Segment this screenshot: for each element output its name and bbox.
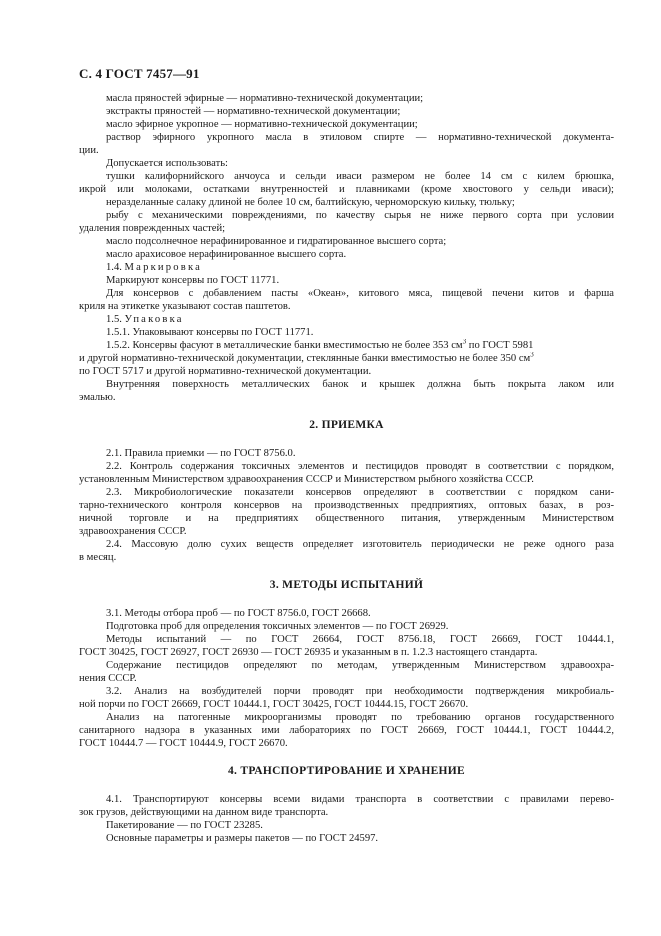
text-line: ГОСТ 30425, ГОСТ 26927, ГОСТ 26930 — ГОСТ 26935 и указанным в п. 1.2.3 настоящего стандарта. xyxy=(79,647,538,658)
text-line: ГОСТ 10444.7 — ГОСТ 10444.9, ГОСТ 26670. xyxy=(79,738,288,749)
subsection-title: Упаковка xyxy=(124,314,184,325)
text-line: 1.5.1. Упаковывают консервы по ГОСТ 11771. xyxy=(106,327,314,338)
subsection-heading xyxy=(79,261,614,274)
section-heading: 3. МЕТОДЫ ИСПЫТАНИЙ xyxy=(269,579,424,591)
text-line: икрой или молоками, остатками внутренностей и плавниками (кроме хвостового у сельди иваси); xyxy=(79,184,614,195)
text-line: установленным Министерством здравоохранения СССР и Министерством рыбного хозяйства СССР. xyxy=(79,474,534,485)
text-line: Анализ на патогенные микроорганизмы проводят по требованию органов государственного xyxy=(106,712,614,723)
superscript: 3 xyxy=(462,339,467,346)
text-line: Содержание пестицидов определяют по методам, утвержденным Министерством здравоохра- xyxy=(106,660,614,671)
text-line: по ГОСТ 5717 и другой нормативно-технической документации. xyxy=(79,366,372,377)
text-line: 2.1. Правила приемки — по ГОСТ 8756.0. xyxy=(106,448,296,459)
text-line: 3.1. Методы отбора проб — по ГОСТ 8756.0, ГОСТ 26668. xyxy=(106,608,371,619)
text-fragment: 1.5.2. Консервы фасуют в металлические банки вместимостью не более 353 см xyxy=(106,340,463,351)
subsection-number: 1.4. xyxy=(106,262,122,273)
text-line: Внутренняя поверхность металлических банок и крышек должна быть покрыта лаком или xyxy=(106,379,614,390)
text-line: эмалью. xyxy=(79,392,116,403)
text-line: Методы испытаний — по ГОСТ 26664, ГОСТ 8756.18, ГОСТ 26669, ГОСТ 10444.1, xyxy=(106,634,614,645)
text-line: масло арахисовое нерафинированное высшего сорта. xyxy=(106,249,347,260)
text-line: удаления поврежденных частей; xyxy=(79,223,226,234)
text-line: зок грузов, действующими на данном виде транспорта. xyxy=(79,807,329,818)
text-line: Пакетирование — по ГОСТ 23285. xyxy=(106,820,263,831)
subsection-heading xyxy=(79,313,614,326)
text-line: Допускается использовать: xyxy=(106,158,228,169)
text-line: Подготовка проб для определения токсичных элементов — по ГОСТ 26929. xyxy=(106,621,449,632)
text-line: Для консервов с добавлением пасты «Океан», китового мяса, пищевой печени китов и фарша xyxy=(106,288,614,299)
text-line: масло эфирное укропное — нормативно-технической документации; xyxy=(106,119,418,130)
text-line: 4.1. Транспортируют консервы всеми видами транспорта в соответствии с правилами перево- xyxy=(106,794,614,805)
text-line: экстракты пряностей — нормативно-технической документации; xyxy=(106,106,401,117)
text-line: ничной торговле и на предприятиях общественного питания, утвержденным Министерством xyxy=(79,513,614,524)
text-line: Основные параметры и размеры пакетов — по ГОСТ 24597. xyxy=(106,833,379,844)
text-line: 2.3. Микробиологические показатели консервов определяют в соответствии с порядком сани- xyxy=(106,487,614,498)
text-line: ной порчи по ГОСТ 26669, ГОСТ 10444.1, ГОСТ 30425, ГОСТ 10444.15, ГОСТ 26670. xyxy=(79,699,469,710)
text-line: ции. xyxy=(79,145,99,156)
text-line: санитарного надзора в указанных ими лабораториях по ГОСТ 26669, ГОСТ 10444.1, ГОСТ 10444.2, xyxy=(79,725,614,736)
text-fragment: и другой нормативно-технической документации, стеклянные банки вместимостью не более 350 см xyxy=(79,353,531,364)
text-line: криля на этикетке указывают состав паштетов. xyxy=(79,301,291,312)
text-line xyxy=(79,352,614,365)
section-heading: 4. ТРАНСПОРТИРОВАНИЕ И ХРАНЕНИЕ xyxy=(228,765,465,777)
text-fragment: по ГОСТ 5981 xyxy=(466,340,534,351)
text-line: Маркируют консервы по ГОСТ 11771. xyxy=(106,275,280,286)
text-line: тарно-технического контроля консервов на производственных предприятиях, оптовых базах, в роз- xyxy=(79,500,614,511)
section-heading: 2. ПРИЕМКА xyxy=(309,419,384,431)
page-header: С. 4 ГОСТ 7457—91 xyxy=(79,66,200,81)
text-line: в месяц. xyxy=(79,552,117,563)
text-line: рыбу с механическими повреждениями, по качеству сырья не ниже первого сорта при условии xyxy=(106,210,614,221)
text-line: здравоохранения СССР. xyxy=(79,526,187,537)
document-body xyxy=(79,92,614,845)
subsection-title: Маркировка xyxy=(124,262,203,273)
text-line: масла пряностей эфирные — нормативно-технической документации; xyxy=(106,93,424,104)
text-line: 3.2. Анализ на возбудителей порчи проводят при необходимости подтверждения микробиаль- xyxy=(106,686,614,697)
text-line: 2.4. Массовую долю сухих веществ определяет изготовитель периодически не реже одного раза xyxy=(106,539,614,550)
superscript: 3 xyxy=(530,352,534,359)
text-line: 2.2. Контроль содержания токсичных элементов и пестицидов проводят в соответствии с порядком, xyxy=(106,461,614,472)
text-line: тушки калифорнийского анчоуса и сельди иваси размером не более 14 см с килем брюшка, xyxy=(106,171,614,182)
text-line xyxy=(79,339,614,352)
text-line: раствор эфирного укропного масла в этиловом спирте — нормативно-технической документа- xyxy=(106,132,614,143)
text-line: масло подсолнечное нерафинированное и гидратированное высшего сорта; xyxy=(106,236,447,247)
text-line: неразделанные салаку длиной не более 10 см, балтийскую, черноморскую кильку, тюльку; xyxy=(106,197,515,208)
subsection-number: 1.5. xyxy=(106,314,122,325)
text-line: нения СССР. xyxy=(79,673,137,684)
